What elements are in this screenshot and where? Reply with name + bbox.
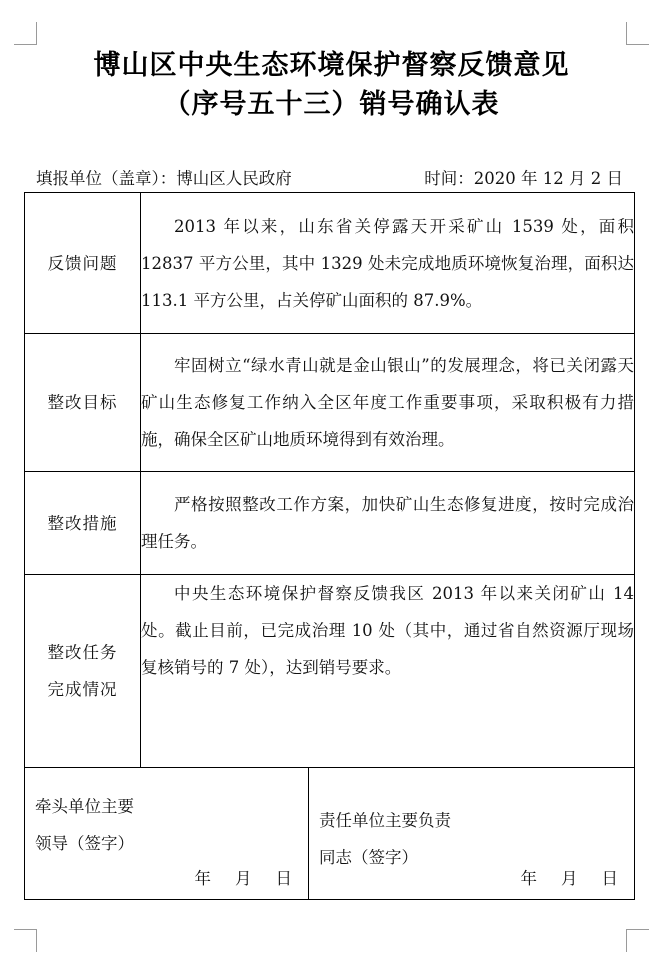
reporting-unit: 填报单位（盖章）：博山区人民政府 [36,169,292,188]
table-row-rectification-measures [25,472,635,575]
completion-status-content [141,575,635,768]
table-row-feedback-issue [25,193,635,334]
lead-leader-signature-label: 牵头单位主要领导（签字） [35,797,134,853]
feedback-issue-label: 反馈问题 [25,193,141,334]
rectification-measures-content [141,472,635,575]
rectification-goal-text: 牢固树立“绿水青山就是金山银山”的发展理念，将已关闭露天矿山生态修复工作纳入全区年度工作重要事项，采取积极有力措施，确保全区矿山地质环境得到有效治理。 [141,356,635,449]
rectification-measures-text: 严格按照整改工作方案，加快矿山生态修复进度，按时完成治理任务。 [141,495,635,551]
completion-status-label [25,575,141,768]
table-row-completion-status [25,575,635,768]
rectification-measures-label: 整改措施 [25,472,141,575]
completion-status-label-line1: 整改任务 [47,643,118,662]
completion-status-text: 中央生态环境保护督察反馈我区 2013 年以来关闭矿山 14 处。截止目前，已完成治理 10 处（其中，通过省自然资源厅现场复核销号的 7 处），达到销号要求。 [141,584,635,677]
feedback-issue-text: 2013 年以来，山东省关停露天开采矿山 1539 处，面积 12837 平方公里，其中 1329 处未完成地质环境恢复治理，面积达 113.1 平方公里，占关停矿山面积的 87.9%。 [141,216,635,310]
rectification-goal-label: 整改目标 [25,334,141,472]
completion-status-label-line2: 完成情况 [47,680,118,699]
lead-leader-signature-date: 年 月 日 [194,869,294,888]
document-title: 博山区中央生态环境保护督察反馈意见 [93,50,570,81]
document-subtitle: （序号五十三）销号确认表 [163,89,500,120]
responsible-official-signature-cell[interactable] [309,768,635,900]
responsible-official-signature-date: 年 月 日 [520,869,621,888]
crop-mark-top-right [626,22,649,45]
responsible-official-signature-label: 责任单位主要负责同志（签字） [319,811,451,867]
crop-mark-top-left [14,22,37,45]
table-row-rectification-goal [25,334,635,472]
crop-mark-bottom-left [14,929,37,952]
lead-leader-signature-cell[interactable] [25,768,309,900]
confirmation-table [24,192,635,900]
feedback-issue-content [141,193,635,334]
table-row-signatures [25,768,635,900]
rectification-goal-content [141,334,635,472]
crop-mark-bottom-right [626,929,649,952]
report-date: 时间：2020 年 12 月 2 日 [424,169,623,188]
